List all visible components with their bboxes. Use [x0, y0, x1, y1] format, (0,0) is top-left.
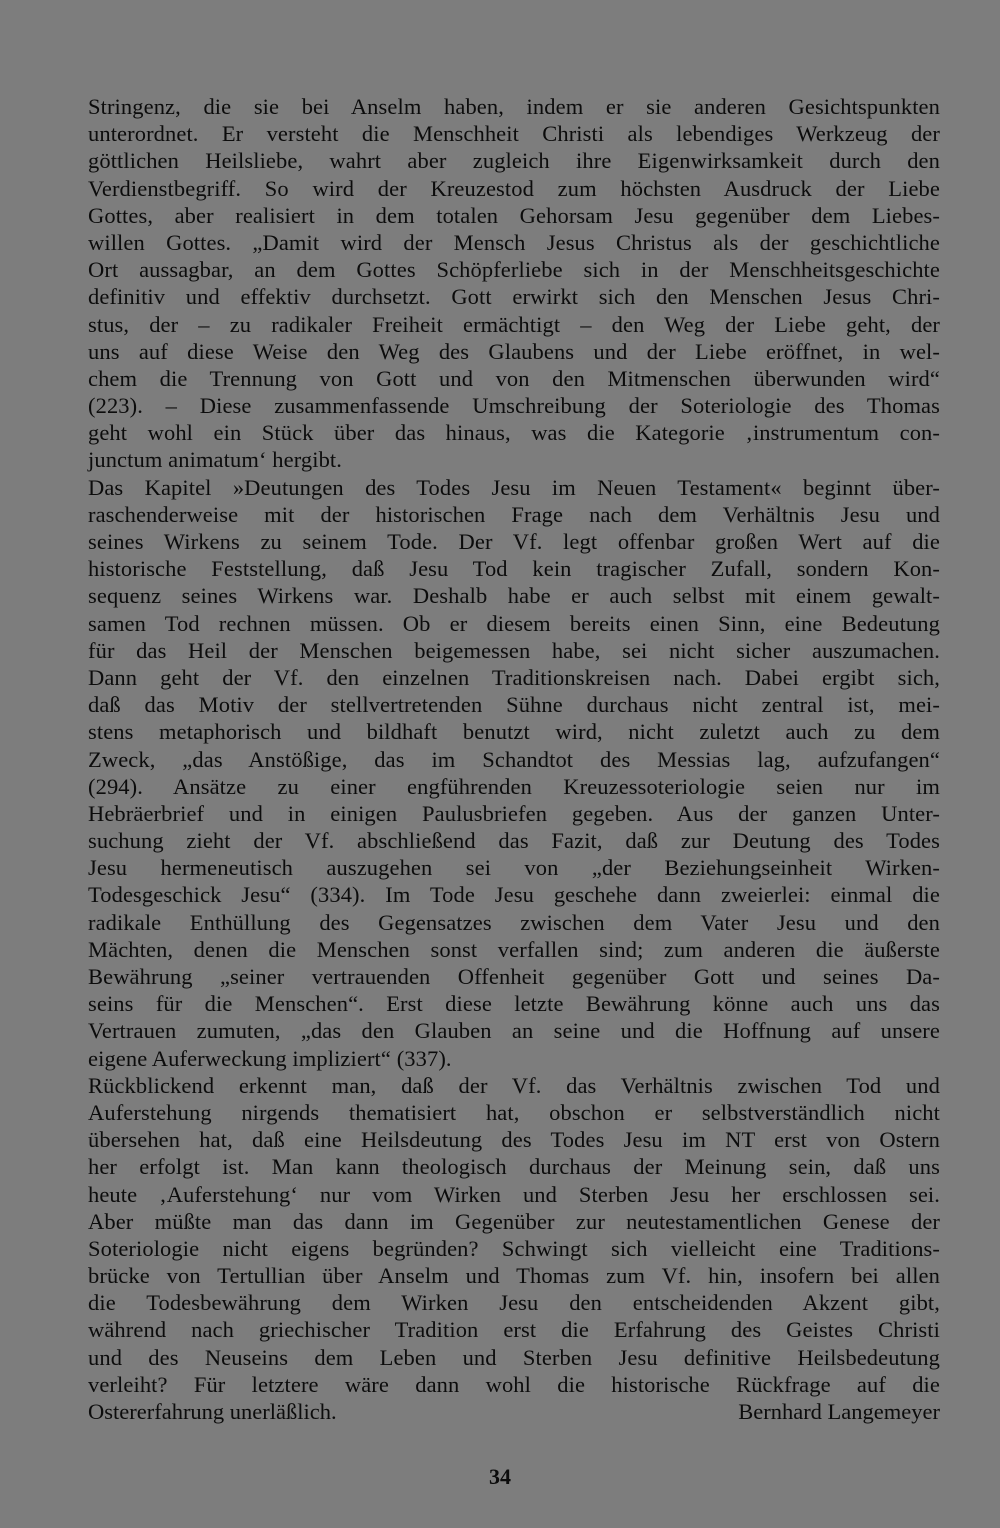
- text-line: Dann geht der Vf. den einzelnen Traditionskreisen nach. Dabei ergibt sich,: [88, 664, 940, 690]
- text-line: Stringenz, die sie bei Anselm haben, indem er sie anderen Gesichtspunkten: [88, 94, 940, 119]
- text-line: stens metaphorisch und bildhaft benutzt wird, nicht zuletzt auch zu dem: [88, 719, 940, 745]
- text-line: unterordnet. Er versteht die Menschheit Christi als lebendiges Werkzeug der: [88, 121, 940, 147]
- text-line: Gottes, aber realisiert in dem totalen Gehorsam Jesu gegenüber dem Liebes-: [88, 202, 940, 228]
- text-line: eigene Auferweckung impliziert“ (337).: [88, 1045, 452, 1071]
- text-line: junctum animatum‘ hergibt.: [88, 447, 343, 473]
- text-line: Auferstehung nirgends thematisiert hat, obschon er selbstverständlich nicht: [88, 1099, 940, 1125]
- text-line: Aber müßte man das dann im Gegenüber zur neutestamentlichen Genese der: [88, 1208, 940, 1234]
- page-number: 34: [489, 1464, 511, 1489]
- text-line: definitiv und effektiv durchsetzt. Gott erwirkt sich den Menschen Jesus Chri-: [88, 284, 940, 310]
- text-line: Mächten, denen die Menschen sonst verfallen sind; zum anderen die äußerste: [88, 936, 940, 962]
- text-line: Todesgeschick Jesu“ (334). Im Tode Jesu geschehe dann zweierlei: einmal die: [88, 882, 940, 908]
- text-line: stus, der – zu radikaler Freiheit ermächtigt – den Weg der Liebe geht, der: [88, 311, 940, 337]
- text-line: heute ‚Auferstehung‘ nur vom Wirken und Sterben Jesu her erschlossen sei.: [88, 1181, 940, 1207]
- text-line: Verdienstbegriff. So wird der Kreuzestod zum höchsten Ausdruck der Liebe: [88, 175, 940, 201]
- text-line: verleiht? Für letztere wäre dann wohl die historische Rückfrage auf die: [88, 1371, 940, 1397]
- text-line: raschenderweise mit der historischen Frage nach dem Verhältnis Jesu und: [88, 501, 940, 527]
- text-line: (223). – Diese zusammenfassende Umschreibung der Soteriologie des Thomas: [88, 393, 940, 419]
- text-line: suchung zieht der Vf. abschließend das Fazit, daß zur Deutung des Todes: [88, 828, 940, 854]
- text-line: willen Gottes. „Damit wird der Mensch Jesus Christus als der geschichtliche: [88, 229, 940, 255]
- text-line: Vertrauen zumuten, „das den Glauben an seine und die Hoffnung auf unsere: [88, 1018, 940, 1044]
- text-line: brücke von Tertullian über Anselm und Thomas zum Vf. hin, insofern bei allen: [88, 1263, 940, 1289]
- text-line: uns auf diese Weise den Weg des Glaubens und der Liebe eröffnet, in wel-: [88, 338, 940, 364]
- text-line: für das Heil der Menschen beigemessen habe, sei nicht sicher auszumachen.: [88, 637, 940, 663]
- text-line: Zweck, „das Anstößige, das im Schandtot des Messias lag, aufzufangen“: [88, 746, 940, 772]
- text-line: und des Neuseins dem Leben und Sterben Jesu definitive Heilsbedeutung: [88, 1344, 940, 1370]
- text-line: Das Kapitel »Deutungen des Todes Jesu im Neuen Testament« beginnt über-: [88, 474, 940, 500]
- text-line: Bewährung „seiner vertrauenden Offenheit gegenüber Gott und seines Da-: [88, 964, 940, 989]
- text-line: göttlichen Heilsliebe, wahrt aber zugleich ihre Eigenwirksamkeit durch den: [88, 148, 940, 174]
- paragraph-2: [88, 474, 940, 1072]
- text-line: Hebräerbrief und in einigen Paulusbriefen gegeben. Aus der ganzen Unter-: [88, 800, 940, 826]
- text-line: Jesu hermeneutisch auszugehen sei von „der Beziehungseinheit Wirken-: [88, 855, 940, 881]
- text-line: Ort aussagbar, an dem Gottes Schöpferliebe sich in der Menschheitsgeschichte: [88, 257, 940, 283]
- text-line: Soteriologie nicht eigens begründen? Schwingt sich vielleicht eine Traditions-: [88, 1235, 940, 1261]
- text-line: samen Tod rechnen müssen. Ob er diesem bereits einen Sinn, eine Bedeutung: [88, 610, 940, 636]
- text-line: übersehen hat, daß eine Heilsdeutung des Todes Jesu im NT erst von Ostern: [88, 1127, 940, 1153]
- text-line: geht wohl ein Stück über das hinaus, was die Kategorie ‚instrumentum con-: [88, 420, 940, 446]
- text-line: sequenz seines Wirkens war. Deshalb habe er auch selbst mit einem gewalt-: [88, 583, 940, 609]
- text-line: her erfolgt ist. Man kann theologisch durchaus der Meinung sein, daß uns: [88, 1154, 940, 1180]
- text-line: radikale Enthüllung des Gegensatzes zwischen dem Vater Jesu und den: [88, 909, 940, 935]
- text-line: daß das Motiv der stellvertretenden Sühne durchaus nicht zentral ist, mei-: [88, 692, 940, 718]
- paragraph-1: [88, 93, 940, 474]
- text-line: seins für die Menschen“. Erst diese letzte Bewährung könne auch uns das: [88, 991, 940, 1017]
- review-text: [88, 93, 940, 1425]
- text-line: während nach griechischer Tradition erst die Erfahrung des Geistes Christi: [88, 1317, 940, 1343]
- text-line: die Todesbewährung dem Wirken Jesu den entscheidenden Akzent gibt,: [88, 1290, 940, 1316]
- closing-line: [88, 1398, 940, 1425]
- closing-sentence: Ostererfahrung unerläßlich.: [88, 1399, 337, 1424]
- text-line: (294). Ansätze zu einer engführenden Kreuzessoteriologie seien nur im: [88, 773, 940, 799]
- text-line: historische Feststellung, daß Jesu Tod kein tragischer Zufall, sondern Kon-: [88, 556, 940, 582]
- paragraph-3: [88, 1072, 940, 1425]
- author-signature: Bernhard Langemeyer: [738, 1399, 940, 1424]
- text-line: seines Wirkens zu seinem Tode. Der Vf. legt offenbar großen Wert auf die: [88, 529, 940, 554]
- text-line: Rückblickend erkennt man, daß der Vf. das Verhältnis zwischen Tod und: [88, 1072, 940, 1098]
- text-line: chem die Trennung von Gott und von den Mitmenschen überwunden wird“: [88, 365, 940, 391]
